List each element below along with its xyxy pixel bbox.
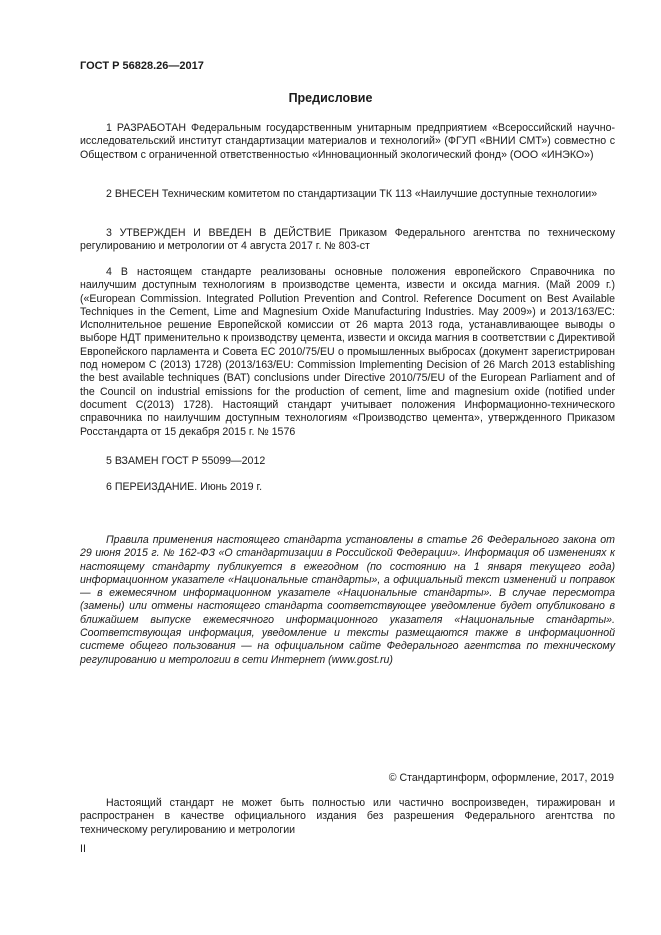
paragraph-replaces: 5 ВЗАМЕН ГОСТ Р 55099—2012 bbox=[106, 455, 266, 467]
page-number: II bbox=[80, 843, 86, 855]
paragraph-european-reference: 4 В настоящем стандарте реализованы основные положения европейского Справочника по наилучшим доступным технологиям в производстве цемента, извести и оксида магния. (Май 2009 г.) («European Commission. Integrated Pollution Prevention and Control. Reference Document on Best Available Techniques in the Cement, Lime and Magnesium Oxide Manufacturing Industries. May 2009») и 2013/163/EC: Исполнительное решение Европейской комиссии от 26 марта 2013 года, устанавливающее выводы о выборе НДТ применительно к производству цемента, извести и оксида магния в соответствии с Директивой Европейского парламента и Совета ЕС 2010/75/EU о промышленных выбросах (документ зарегистрирован под номером С (2013) 1728) (2013/163/EU: Commission Implementing Decision of 26 March 2013 establishing the best available techniques (BAT) conclusions under Directive 2010/75/EU of the European Parliament and of the Council on industrial emissions for the production of cement, lime and magnesium oxide (notified under document C(2013) 1728). Настоящий стандарт учитывает положения Информационно-технического справочника по наилучшим доступным технологиям «Производство цемента», утвержденного Приказом Росстандарта от 15 декабря 2015 г. № 1576 bbox=[80, 266, 615, 438]
paragraph-developed-by: 1 РАЗРАБОТАН Федеральным государственным унитарным предприятием «Всероссийский научно-исследовательский институт стандартизации материалов и технологий» (ФГУП «ВНИИ СМТ») совместно с Обществом с ограниченной ответственностью «Инновационный экологический фонд» (ООО «ИНЭКО») bbox=[80, 122, 615, 161]
document-code: ГОСТ Р 56828.26—2017 bbox=[80, 60, 204, 72]
reproduction-notice: Настоящий стандарт не может быть полностью или частично воспроизведен, тиражирован и распространен в качестве официального издания без разрешения Федерального агентства по техническому регулированию и метрологии bbox=[80, 797, 615, 836]
copyright-line: © Стандартинформ, оформление, 2017, 2019 bbox=[388, 772, 614, 784]
paragraph-approved: 3 УТВЕРЖДЕН И ВВЕДЕН В ДЕЙСТВИЕ Приказом Федерального агентства по техническому регулированию и метрологии от 4 августа 2017 г. № 803-ст bbox=[80, 227, 615, 253]
paragraph-introduced-by: 2 ВНЕСЕН Техническим комитетом по стандартизации ТК 113 «Наилучшие доступные технологии» bbox=[106, 188, 598, 200]
paragraph-reissue: 6 ПЕРЕИЗДАНИЕ. Июнь 2019 г. bbox=[106, 481, 263, 493]
section-title: Предисловие bbox=[288, 91, 373, 105]
standard-application-notice: Правила применения настоящего стандарта установлены в статье 26 Федерального закона от 29 июня 2015 г. № 162-ФЗ «О стандартизации в Российской Федерации». Информация об изменениях к настоящему стандарту публикуется в ежегодном (по состоянию на 1 января текущего года) информационном указателе «Национальные стандарты», а официальный текст изменений и поправок — в ежемесячном информационном указателе «Национальные стандарты». В случае пересмотра (замены) или отмены настоящего стандарта соответствующее уведомление будет опубликовано в ближайшем выпуске ежемесячного информационного указателя «Национальные стандарты». Соответствующая информация, уведомление и тексты размещаются также в информационной системе общего пользования — на официальном сайте Федерального агентства по техническому регулированию и метрологии в сети Интернет (www.gost.ru) bbox=[80, 534, 615, 666]
